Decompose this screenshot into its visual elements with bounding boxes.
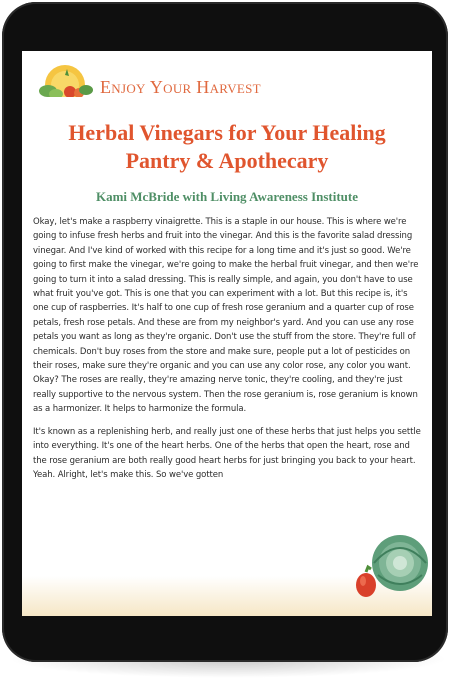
brand-header: [22, 51, 432, 111]
cabbage-illustration-icon: [352, 523, 432, 603]
article-byline: Kami McBride with Living Awareness Institute: [95, 189, 359, 204]
article-title: [22, 119, 432, 175]
article-body: [33, 215, 423, 490]
harvest-logo-icon: [34, 63, 96, 103]
tablet-frame: [2, 2, 448, 662]
brand-name: Enjoy Your Harvest: [100, 77, 261, 97]
tablet-screen[interactable]: [22, 51, 432, 616]
article-title-line-2: Pantry & Apothecary: [125, 148, 329, 173]
article-title-line-1: Herbal Vinegars for Your Healing: [68, 120, 386, 145]
article-paragraph-2: It's known as a replenishing herb, and really just one of these herbs that just helps you settle into everything. It's one of the heart herbs. One of the herbs that open the heart, rose and the rose geranium are both really good heart herbs for just bringing you back to your heart. Yeah. Alright, let's make this. So we've gotten: [33, 426, 421, 480]
article-paragraph-1: Okay, let's make a raspberry vinaigrette. This is a staple in our house. This is where we're going to infuse fresh herbs and fruit into the vinegar. And this is the favorite salad dressing vinegar. And I've kind of worked with this recipe for a long time and it's just so good. We're going to first make the vinegar, we're going to make the herbal fruit vinegar, and then we're going to turn it into a salad dressing. This is really simple, and again, you don't have to use what fruit you've got. This is one that you can experiment with a lot. But this recipe is, it's one cup of raspberries. It's half to one cup of fresh rose geranium and a quarter cup of rose petals, fresh rose petals. And these are from my neighbor's yard. And you can use any rose petals you want as long as they're organic. Don't use the stuff from the store. They're full of chemicals. Don't buy roses from the store and make sure, people put a lot of pesticides on their roses, make sure they're organic and you can use any color rose, any color you want. Okay? The roses are really, they're amazing nerve tonic, they're cooling, and they're just really supportive to the nervous system. Then the rose geranium is, rose geranium is known as a harmonizer. It helps to harmonize the formula.: [33, 217, 419, 415]
